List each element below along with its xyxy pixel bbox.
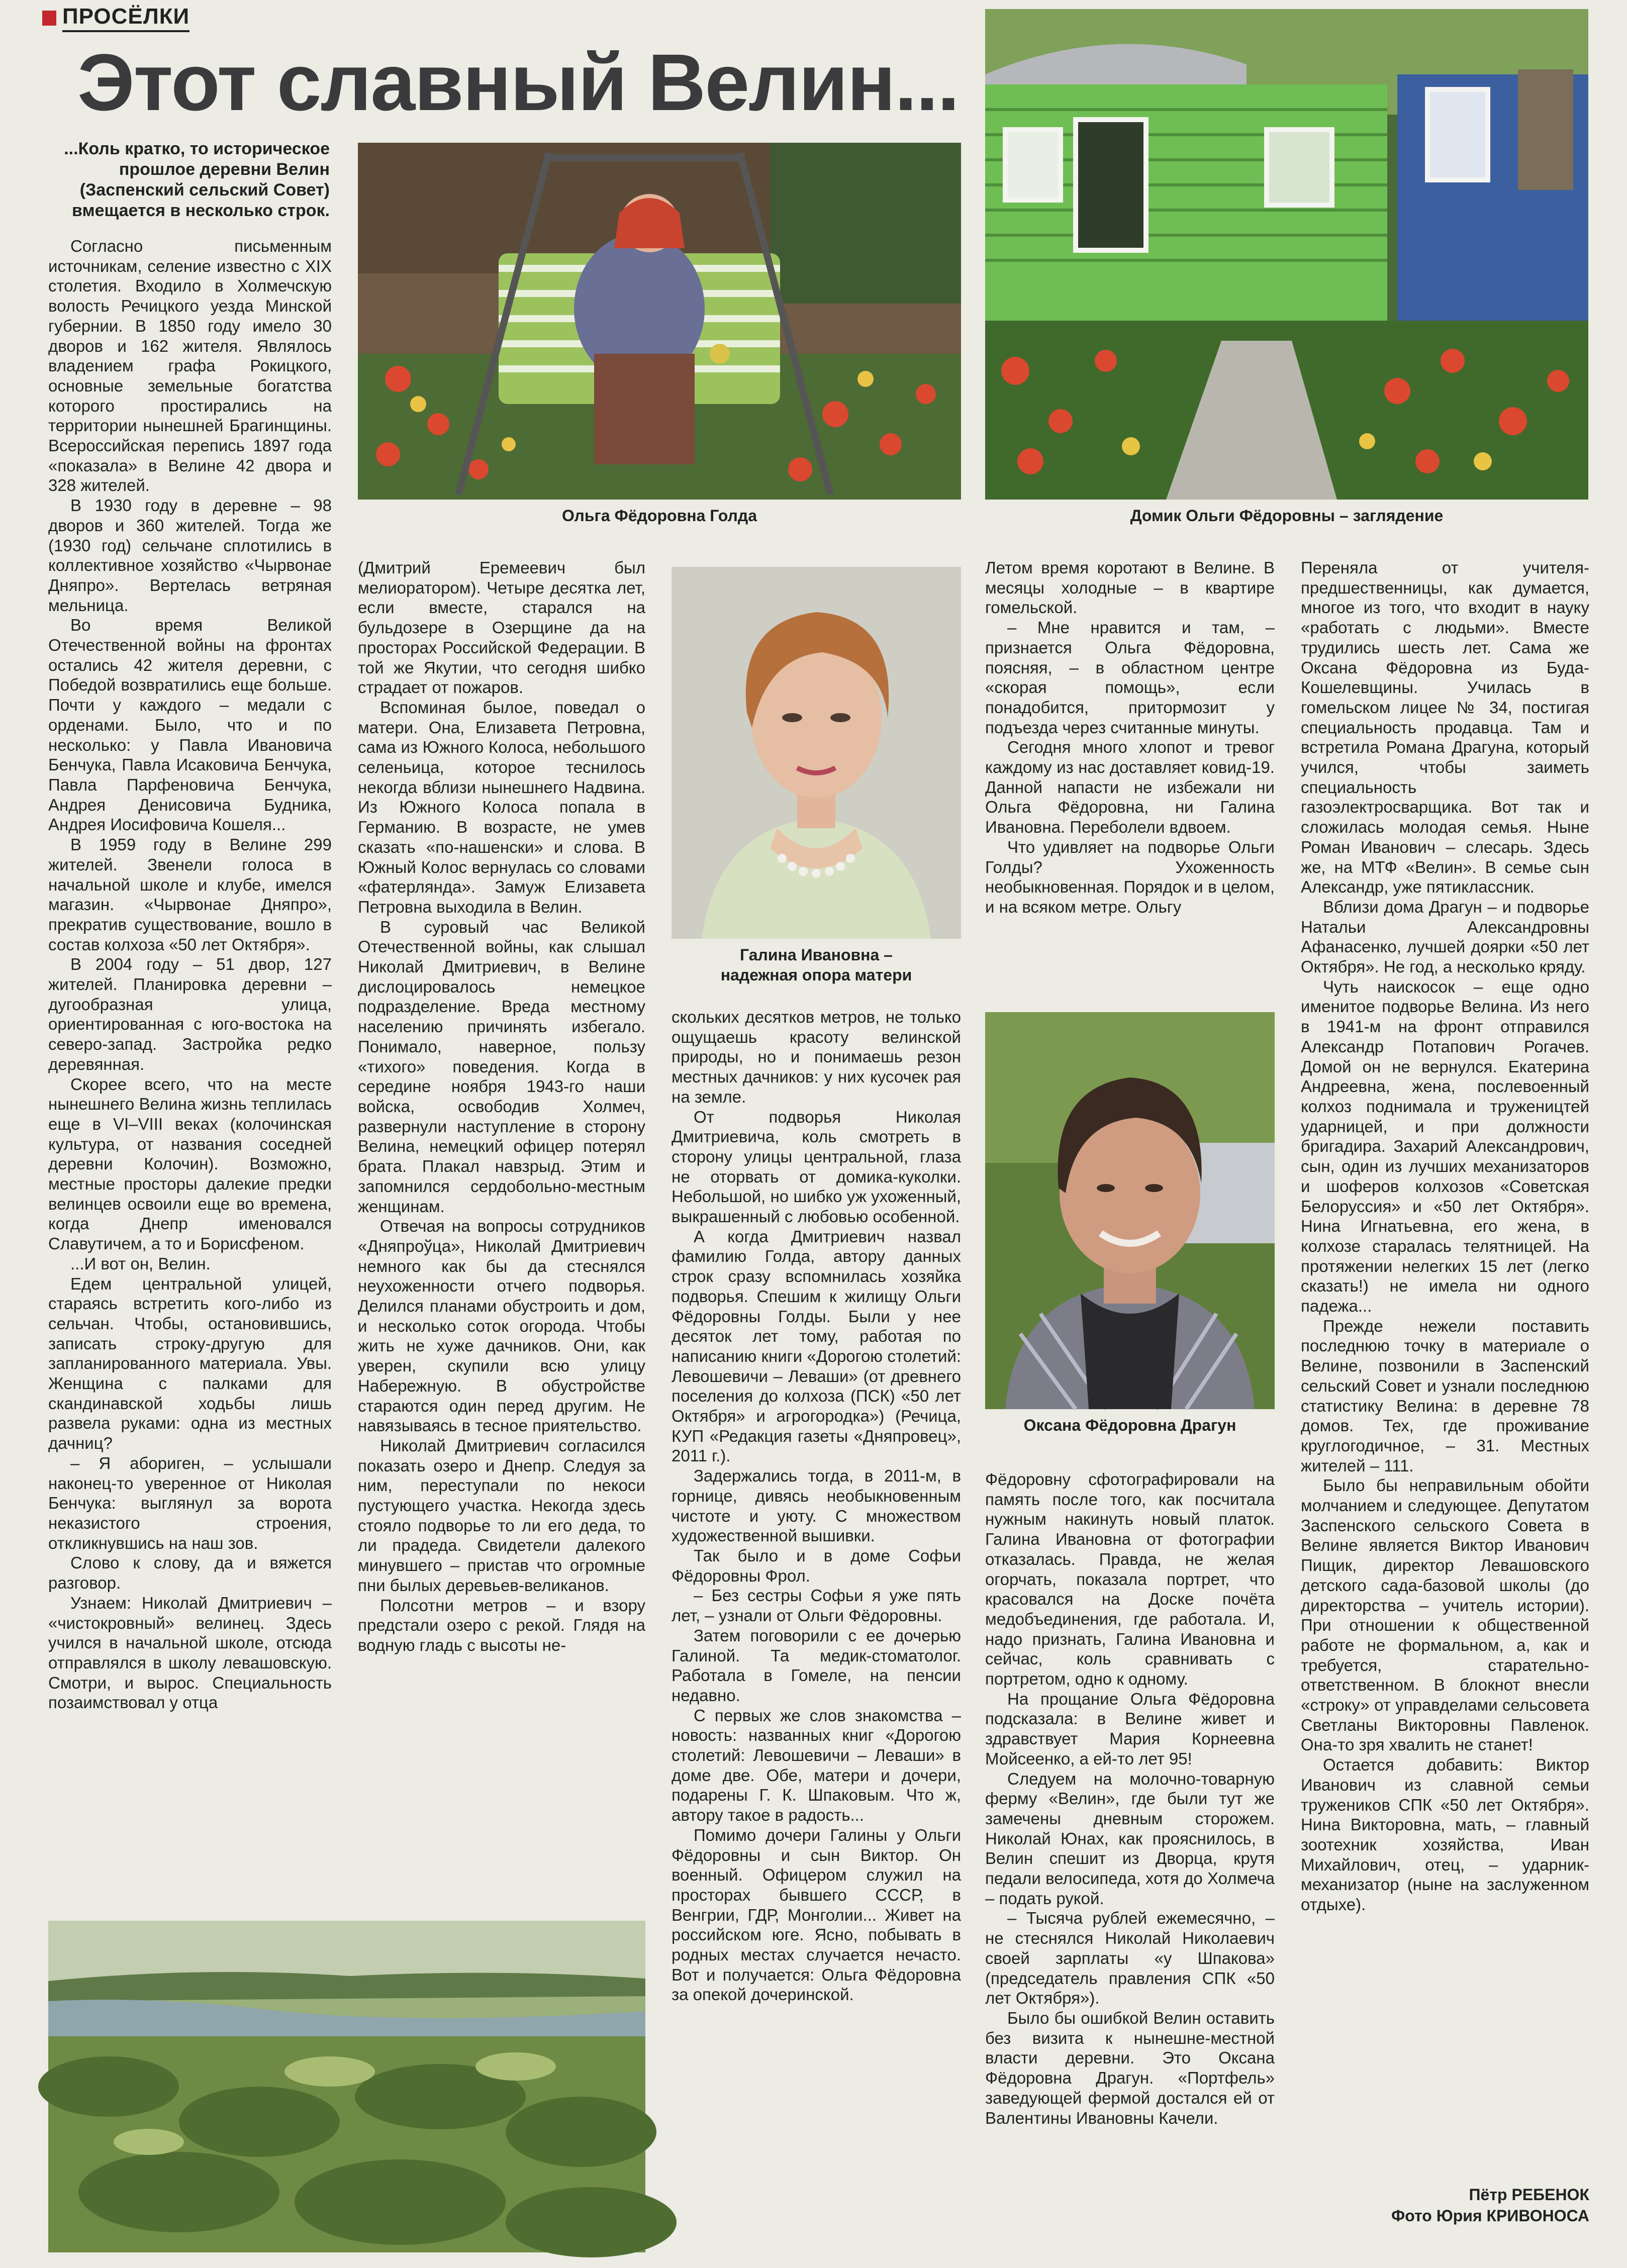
photo-landscape xyxy=(48,1921,645,2252)
paragraph: – Мне нравится и там, – признается Ольга Фёдоровна, поясняя, – в областном центре «скорая помощь», если понадобится, притормозит у подъезда через считанные минуты. xyxy=(985,618,1275,737)
paragraph: С первых же слов знакомства – новость: названных книг «Дорогою столетий: Левошевичи – Леваши» в доме две. Обе, матери и дочери, подарены Г. К. Шпаковым. Что ж, автору такое в радость... xyxy=(672,1706,961,1825)
paragraph: Затем поговорили с ее дочерью Галиной. Та медик-стоматолог. Работала в Гомеле, на пенсии недавно. xyxy=(672,1626,961,1705)
paragraph: Едем центральной улицей, стараясь встретить кого-либо из сельчан. Чтобы, остановившись, записать строку-другую для запланированного материала. Увы. Женщина с палками для скандинавской ходьбы лишь развела руками: одна из местных дачниц? xyxy=(48,1274,332,1453)
paragraph: Помимо дочери Галины у Ольги Фёдоровны и сын Виктор. Он военный. Офицером служил на просторах бывшего СССР, в Венгрии, ГДР, Монголии... Живет на российском юге. Ясно, побывать в родных местах случается нечасто. Вот и получается: Ольга Фёдоровна за опекой дочеринской. xyxy=(672,1825,961,2004)
article-column-4-bottom xyxy=(985,1469,1275,2243)
paragraph: Фёдоровну сфотографировали на память после того, как посчитала нужным накинуть новый платок. Галина Ивановна от фотографии отказалась. Правда, не желая огорчать, показала портрет, что красовался на Доске почёта медобъединения, где работала. И, надо признать, Галина Ивановна и сейчас, коль сравнивать с портретом, одно к одному. xyxy=(985,1470,1275,1689)
article-lead: ...Коль кратко, то историческое прошлое деревни Велин (Заспенский сельский Совет) вмещается в несколько строк. xyxy=(64,139,330,220)
paragraph: Скорее всего, что на месте нынешнего Велина жизнь теплилась еще в VI–VIII веках (колочинская культура, от названия соседней деревни Колочин). Возможно, местные просторы далекие предки велинцев освоили еще во времена, когда Днепр именовался Славутичем, а то и Борисфеном. xyxy=(48,1074,332,1253)
paragraph: Слово к слову, да и вяжется разговор. xyxy=(48,1553,332,1593)
paragraph: ...И вот он, Велин. xyxy=(70,1254,211,1273)
paragraph: – Тысяча рублей ежемесячно, – не стеснялся Николай Николаевич своей зарплаты «у Шпакова» (председатель правления СПК «50 лет Октября»). xyxy=(985,1909,1275,2008)
byline-photo: Фото Юрия КРИВОНОСА xyxy=(1391,2207,1589,2225)
paragraph: Переняла от учителя-предшественницы, как думается, многое из того, что входит в науку «работать с людьми». Вместе трудились шесть лет. Сама же Оксана Фёдоровна из Буда-Кошелевщины. Училась в гомельском лицее № 34, постигая специальность продавца. Там и встретила Романа Драгуна, который учился, чтобы заиметь специальность газоэлектросварщика. Вот так и сложилась молодая семья. Ныне Роман Иванович – слесарь. Здесь же, на МТФ «Велин». В семье сын Александр, уже пятиклассник. xyxy=(1301,558,1589,897)
paragraph: В 2004 году – 51 двор, 127 жителей. Планировка деревни – дугообразная улица, ориентированная с юго-востока на северо-запад. Застройка редко деревянная. xyxy=(48,955,332,1073)
article-column-4-top xyxy=(985,558,1275,1005)
paragraph: скольких десятков метров, не только ощущаешь красоту велинской природы, но и понимаешь резон местных дачников: у них кусочек рая на земле. xyxy=(672,1008,961,1106)
caption-photo2: Домик Ольги Фёдоровны – заглядение xyxy=(1130,507,1444,525)
paragraph: На прощание Ольга Фёдоровна подсказала: в Велине живет и здравствует Мария Корнеевна Мойсеенко, а ей-то лет 95! xyxy=(985,1689,1275,1768)
caption-photo4: Оксана Фёдоровна Драгун xyxy=(1023,1416,1236,1434)
paragraph: Остается добавить: Виктор Иванович из славной семьи тружеников СПК «50 лет Октября». Нина Викторовна, мать, – главный зоотехник хозяйства, Иван Михайлович, отец, – ударник-механизатор (ныне на заслуженном отдыхе). xyxy=(1301,1755,1589,1914)
caption-photo3-line2: надежная опора матери xyxy=(720,966,912,984)
paragraph: Прежде нежели поставить последнюю точку в материале о Велине, позвонили в Заспенский сельский Совет и узнали последнюю статистику Велина: в деревне 78 домов. Тех, где проживание круглогодичное, – 31. Местных жителей – 111. xyxy=(1301,1316,1589,1475)
paragraph: Чуть наискосок – еще одно именитое подворье Велина. Из него в 1941-м на фронт отправился Александр Потапович Рогачев. Домой он не вернулся. Екатерина Андреевна, жена, послевоенный колхоз поднимала и тружеництей ударницей, и при должности бригадира. Захарий Александрович, сын, один из лучших механизаторов и шоферов колхозов «Советская Белоруссия» и «50 лет Октября». Нина Игнатьевна, его жена, в колхозе старалась телятницей. На протяжении нелегких 15 лет (легко сказать!) не имела ни одного падежа... xyxy=(1301,977,1589,1316)
section-marker xyxy=(42,11,56,26)
section-title: ПРОСЁЛКИ xyxy=(62,4,189,32)
photo-galina-ivanovna xyxy=(672,567,961,939)
paragraph: Так было и в доме Софьи Фёдоровны Фрол. xyxy=(672,1546,961,1585)
paragraph: (Дмитрий Еремеевич был мелиоратором). Четыре десятка лет, если вместе, старался на бульдозере в Озерщине да на просторах Российской Федерации. В той же Якутии, что сегодня шибко страдает от пожаров. xyxy=(358,558,645,697)
paragraph: Сегодня много хлопот и тревог каждому из нас доставляет ковид-19. Данной напасти не избежали ни Ольга Фёдоровна, ни Галина Ивановна. Переболели вдвоем. xyxy=(985,738,1275,837)
paragraph: Было бы ошибкой Велин оставить без визита к нынешне-местной власти деревни. Это Оксана Фёдоровна Драгун. «Портфель» заведующей фермой достался ей от Валентины Ивановны Качели. xyxy=(985,2008,1275,2127)
paragraph: В 1959 году в Велине 299 жителей. Звенели голоса в начальной школе и клубе, имелся магазин. «Чырвонае Дняпро», прекратив существование, вошло в состав колхоза «50 лет Октября». xyxy=(48,835,332,954)
paragraph: – Я абориген, – услышали наконец-то уверенное от Николая Бенчука: выглянул за ворота неказистого строения, откликнувшись на наш зов. xyxy=(48,1453,332,1552)
paragraph: А когда Дмитриевич назвал фамилию Голда, автору данных строк сразу вспомнилась хозяйка подворья. Спешим к жилищу Ольги Фёдоровны Голды. Были у нее десяток лет тому, работая по написанию книги «Дорогою столетий: Левошевичи – Леваши» (от древнего поселения до колхоза (ПСК) «50 лет Октября» и агрогородка») (Речица, КУП «Редакция газеты «Дняпровец», 2011 г.). xyxy=(672,1227,961,1465)
article-headline: Этот славный Велин... xyxy=(77,37,959,127)
byline-author: Пётр РЕБЕНОК xyxy=(1469,2186,1589,2204)
photo-house xyxy=(985,9,1588,500)
paragraph: Вблизи дома Драгун – и подворье Натальи Александровны Афанасенко, лучшей доярки «50 лет Октября». Не год, а несколько кряду. xyxy=(1301,897,1589,976)
paragraph: Узнаем: Николай Дмитриевич – «чистокровный» велинец. Здесь учился в начальной школе, отсюда отправлялся в школу левашовскую. Смотри, и вырос. Специальность позаимствовал у отца xyxy=(48,1593,332,1712)
photo-olga-golda xyxy=(358,143,961,500)
article-column-1 xyxy=(48,236,332,1895)
byline xyxy=(1301,2184,1589,2226)
paragraph: Согласно письменным источникам, селение известно с XIX столетия. Входило в Холмечскую волость Речицкого уезда Минской губернии. В 1850 году имело 30 дворов и 162 жителя. Являлось владением графа Рокицкого, основные земельные богатства которого простирались на территории нынешней Брагинщины. Всероссийская перепись 1897 года «показала» в Велине 42 двора и 328 жителей. xyxy=(48,237,332,495)
paragraph: Николай Дмитриевич согласился показать озеро и Днепр. Следуя за ним, переступали по некоси пустующего участка. Некогда здесь стояло подворье то ли его деда, то ли прадеда. Свидетели далекого минувшего – пристав что огромные пни былых деревьев-великанов. xyxy=(358,1436,645,1595)
article-column-5 xyxy=(1301,558,1589,2184)
caption-photo1: Ольга Фёдоровна Голда xyxy=(562,507,757,525)
article-column-3 xyxy=(672,1007,961,2004)
paragraph: Вспоминая былое, поведал о матери. Она, Елизавета Петровна, сама из Южного Колоса, небольшого селеньица, которое теснилось некогда вблизи нынешнего Надвина. Из Южного Колоса попала в Германию. В возрасте, не умев сказать «по-нашенски» и слова. В Южный Колос вернулась со словами «фатерлянда». Замуж Елизавета Петровна выходила в Велин. xyxy=(358,698,645,916)
paragraph: От подворья Николая Дмитриевича, коль смотреть в сторону улицы центральной, глаза не оторвать от домика-куколки. Небольшой, но шибко уж ухоженный, выкрашенный с любовью особенной. xyxy=(672,1107,961,1226)
paragraph: Летом время коротают в Велине. В месяцы холодные – в квартире гомельской. xyxy=(985,558,1275,617)
paragraph: – Без сестры Софьи я уже пять лет, – узнали от Ольги Фёдоровны. xyxy=(672,1586,961,1625)
paragraph: В суровый час Великой Отечественной войны, как слышал Николай Дмитриевич, в Велине дислоцировалось немецкое подразделение. Вреда местному населению причинять избегало. Понимало, наверное, пользу «тихого» поведения. Когда в середине ноября 1943-го наши войска, освободив Холмеч, развернули наступление в сторону Велина, немецкий офицер потерял брата. Плакал навзрыд. Этим и запомнился сердобольно-местным женщинам. xyxy=(358,917,645,1216)
paragraph: В 1930 году в деревне – 98 дворов и 360 жителей. Тогда же (1930 год) сельчане сплотились в коллективное хозяйство «Чырвонае Дняпро». Вертелась ветряная мельница. xyxy=(48,496,332,615)
paragraph: Что удивляет на подворье Ольги Голды? Ухоженность необыкновенная. Порядок и в целом, и на всяком метре. Ольгу xyxy=(985,837,1275,916)
caption-photo3 xyxy=(672,945,961,985)
section-tag xyxy=(42,4,189,32)
paragraph: Полсотни метров – и взору предстали озеро с рекой. Глядя на водную гладь с высоты не- xyxy=(358,1596,645,1654)
article-column-2 xyxy=(358,558,645,1910)
paragraph: Было бы неправильным обойти молчанием и следующее. Депутатом Заспенского сельского Совета в Велине является Виктор Иванович Пищик, директор Левашовского детского сада-базовой школы (до директорства – учитель истории). При отношении к общественной работе не формальном, а, как и требуется, старательно-ответственном. В блокнот внесли «строку» от управделами сельсовета Светланы Викторовны Павленок. Она-то зря хвалить не станет! xyxy=(1301,1476,1589,1754)
photo-oksana-dragun xyxy=(985,1012,1275,1409)
paragraph: Следуем на молочно-товарную ферму «Велин», где были тут же замечены дневным сторожем. Николай Юнах, как прояснилось, в Велин спешит из Дворца, крутя педали велосипеда, хотя до Холмеча – подать рукой. xyxy=(985,1769,1275,1908)
paragraph: Во время Великой Отечественной войны на фронтах остались 42 жителя деревни, с Победой возвратились еще больше. Почти у каждого – медали с орденами. Было, что и по несколько: у Павла Ивановича Бенчука, Павла Исаковича Бенчука, Павла Парфеновича Бенчука, Андрея Денисовича Будника, Андрея Иосифовича Кошеля... xyxy=(48,616,332,834)
paragraph: Задержались тогда, в 2011-м, в горнице, дивясь необыкновенным чистоте и уюту. С множеством художественной вышивки. xyxy=(672,1466,961,1545)
paragraph: Отвечая на вопросы сотрудников «Дняпроўца», Николай Дмитриевич немного как бы да стеснялся неухоженности отчего подворья. Делился планами обустроить и дом, и несколько соток огорода. Чтобы жить не хуже дачников. Они, как уверен, скупили всю улицу Набережную. В обустройстве стараются один перед другим. Не навязываясь в тесное приятельство. xyxy=(358,1217,645,1435)
caption-photo3-line1: Галина Ивановна – xyxy=(740,946,893,964)
